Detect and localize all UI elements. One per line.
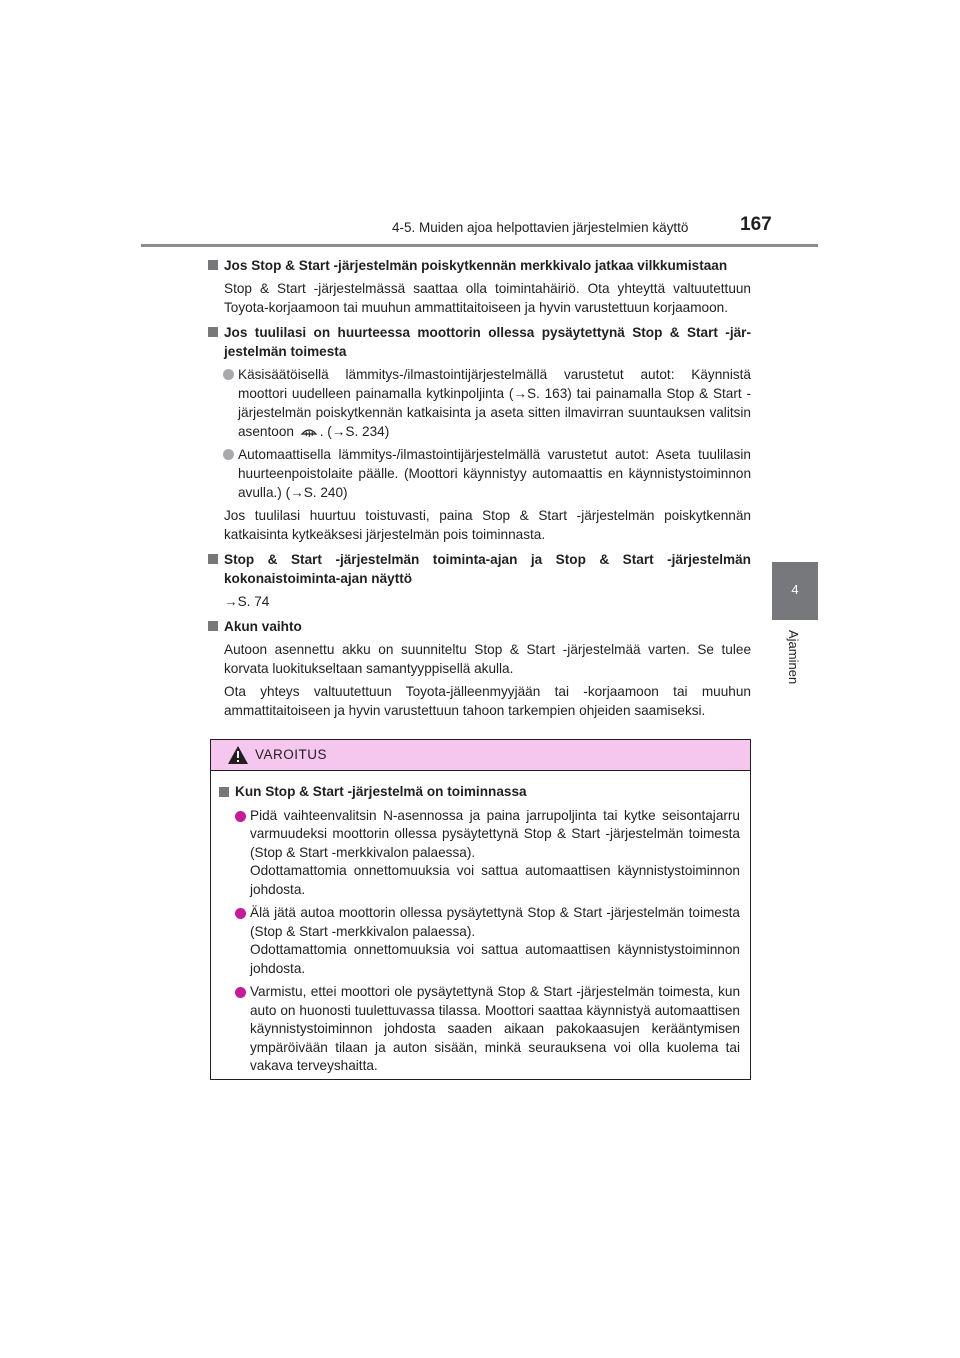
warning-heading [219,783,740,802]
circle-bullet-icon [223,449,234,460]
warning-title: VAROITUS [255,747,328,762]
section-heading [207,617,751,636]
section-heading [207,323,751,361]
section-paragraph: Jos tuulilasi huurtuu toistuvasti, paina Stop & Start -järjestelmän poiskytkennän katkaisinta kytkeäksesi järjestelmän pois toiminnasta. [224,508,751,542]
warning-list-item-text: Älä jätä autoa moottorin ollessa pysäytettynä Stop & Start -järjestelmän toimesta (Stop & Start -merkkivalon palaessa). [250,905,740,939]
square-bullet-icon [208,554,218,564]
list-item-text: Käsisäätöisellä lämmitys-/ilmastointijärjestelmällä varustetut autot: Käynnistä moottori uudelleen painamalla kytkinpoljinta (→S. 163) tai painamalla Stop & Start -järjestelmän poiskytkennän katkaisinta ja aseta sitten ilmavirran suuntauksen valitsin asentoon [238,367,751,439]
warning-body [211,771,750,1076]
section-indicator-blinking [207,256,751,317]
circle-bullet-icon [235,987,246,998]
page-content [207,256,751,726]
chapter-tab-label: Ajaminen [786,630,801,685]
header-divider [141,244,818,247]
page-reference: →S. 74 [224,594,270,609]
list-item [207,365,751,441]
square-bullet-icon [208,260,218,270]
warning-list-item [219,904,740,978]
list-item-text: Automaattisella lämmitys-/ilmastointijärjestelmällä varustetut autot: Aseta tuulilasin huurteenpoistolaite päälle. (Moottori käynnistyy automaattis en käynnistystoiminnon avulla.) (→S. 240) [238,447,751,500]
warning-box [210,739,751,1080]
section-paragraph: Autoon asennettu akku on suunniteltu Stop & Start -järjestelmää varten. Se tulee korvata luokitukseltaan samantyyppisellä akulla. [224,642,751,676]
page-header [0,0,960,250]
chapter-tab-number: 4 [791,582,799,597]
defroster-icon [300,424,318,440]
circle-bullet-icon [223,369,234,380]
warning-header [211,740,750,771]
square-bullet-icon [219,787,229,797]
warning-triangle-icon [227,745,249,765]
section-battery-replacement [207,617,751,720]
circle-bullet-icon [235,811,246,822]
list-item-text-end: . (→S. 234) [319,424,390,439]
section-heading [207,256,751,275]
section-paragraph: Stop & Start -järjestelmässä saattaa olla toimintahäiriö. Ota yhteyttä valtuutettuun Toyota-korjaamoon tai muuhun ammattitaitoiseen ja hyvin varustettuun korjaamoon. [224,281,751,315]
warning-list-item-text: Odottamattomia onnettomuuksia voi sattua automaattisen käynnistystoiminnon johdosta. [250,863,740,897]
warning-list-item-text: Pidä vaihteenvalitsin N-asennossa ja paina jarrupoljinta tai kytke seisontajarru varmuudeksi moottorin ollessa pysäytettynä Stop & Start -järjestelmän toimesta (Stop & Start -merkkivalon palaessa). [250,807,740,860]
warning-heading-text: Kun Stop & Start -järjestelmä on toiminnassa [235,784,527,799]
section-heading-text: Akun vaihto [224,619,302,634]
chapter-tab [772,562,818,620]
section-heading-text: Jos tuulilasi on huurteessa moottorin ollessa pysäytettynä Stop & Start -järjestelmän toimesta [224,325,751,359]
square-bullet-icon [208,327,218,337]
circle-bullet-icon [235,908,246,919]
section-operation-time-display [207,550,751,611]
warning-list-item-text: Odottamattomia onnettomuuksia voi sattua automaattisen käynnistystoiminnon johdosta. [250,942,740,976]
warning-list-item [219,807,740,900]
section-heading-text: Jos Stop & Start -järjestelmän poiskytkennän merkkivalo jatkaa vilkkumistaan [224,258,728,273]
section-heading-text: Stop & Start -järjestelmän toiminta-ajan ja Stop & Start -järjestelmän kokonaistoiminta-ajan näyttö [224,552,751,586]
page-number: 167 [740,214,772,235]
warning-list-item-text: Varmistu, ettei moottori ole pysäytettynä Stop & Start -järjestelmän toimesta, kun auto on huonosti tuulettuvassa tilassa. Moottori saattaa käynnistyä automaattisen käynnistystoiminnon johdosta saaden aikaan pakokaasujen kerääntymisen ympäröivään tilaan ja auton sisään, minkä seurauksena voi olla kuolema tai vakava terveyshaitta. [250,984,740,1073]
section-windshield-fog [207,323,751,544]
section-paragraph: Ota yhteys valtuutettuun Toyota-jälleenmyyjään tai -korjaamoon tai muuhun ammattitaitoiseen ja hyvin varustettuun tahoon tarkempien ohjeiden saamiseksi. [224,684,751,718]
list-item [207,445,751,502]
chapter-title: 4-5. Muiden ajoa helpottavien järjestelmien käyttö [392,220,689,235]
square-bullet-icon [208,621,218,631]
section-heading [207,550,751,588]
warning-list-item [219,983,740,1076]
